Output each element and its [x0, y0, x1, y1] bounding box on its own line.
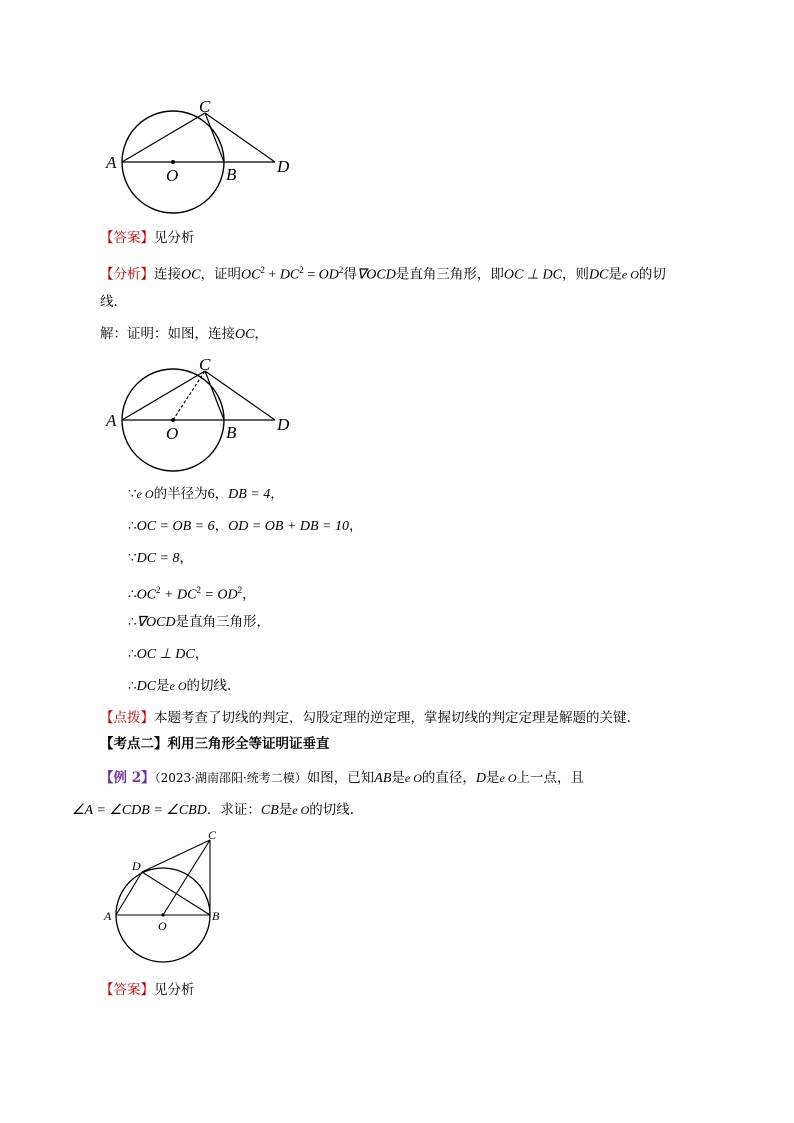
line-oc-dashed	[173, 371, 205, 420]
circle-symbol: e O	[292, 803, 310, 817]
example-text: 上一点，且	[516, 770, 584, 786]
example-tag: 【例 2】	[100, 770, 155, 786]
circle-symbol: e O	[404, 771, 422, 785]
solution-text: 解：证明：如图，连接	[100, 326, 235, 342]
line-ac	[122, 371, 205, 420]
example-2-line-1	[100, 768, 584, 789]
exponent: 2	[299, 265, 304, 275]
punct: ，	[349, 518, 363, 534]
label-o: O	[166, 166, 179, 185]
math-angle: ∠A = ∠CDB = ∠CBD	[72, 803, 207, 818]
answer-2	[100, 980, 195, 1000]
solution-step-5	[128, 612, 270, 633]
label-d: D	[277, 157, 290, 176]
analysis-text: ，证明	[200, 266, 241, 283]
solution-text: 是	[156, 678, 170, 694]
label-a: A	[104, 909, 112, 923]
math-ab: AB	[374, 771, 392, 786]
label-c: C	[208, 830, 217, 842]
analysis-text: 是	[608, 266, 622, 283]
punct: ，	[254, 326, 268, 342]
math-dc: DC	[588, 267, 609, 283]
label-b: B	[212, 909, 220, 923]
math-op: +	[264, 267, 280, 283]
example-2-line-2	[72, 800, 354, 821]
math-op: =	[303, 267, 319, 283]
label-a: A	[106, 411, 117, 430]
center-dot	[171, 160, 175, 164]
math-perp: OC ⊥ DC	[136, 647, 195, 662]
circle-symbol: e O	[136, 487, 154, 501]
solution-step-1	[128, 484, 284, 505]
math-expr: OC	[136, 587, 157, 603]
comment	[100, 708, 631, 728]
analysis-text: 是直角三角形，即	[395, 266, 504, 283]
figure-1	[100, 96, 300, 221]
math-oc: OC	[235, 327, 255, 342]
solution-text: 的半径为	[153, 486, 208, 502]
circle-symbol: e O	[169, 679, 187, 693]
example-text: 是	[486, 770, 500, 786]
math-d: D	[475, 771, 486, 786]
answer-1	[100, 228, 195, 248]
label-c: C	[199, 97, 211, 116]
example-text: 是	[278, 802, 293, 818]
section-title: 【考点二】利用三角形全等证明证垂直	[100, 736, 330, 752]
example-text: 如图，已知	[306, 770, 375, 786]
analysis-text: ，则	[561, 266, 589, 283]
therefore-symbol: ∴	[128, 646, 137, 662]
exponent: 2	[196, 585, 201, 595]
figure-3	[100, 830, 230, 970]
example-text: ．求证：	[206, 802, 261, 818]
label-c: C	[199, 355, 211, 374]
analysis-text: 的切	[638, 266, 666, 283]
because-symbol: ∵	[128, 486, 137, 502]
comment-text: 本题考查了切线的判定，勾股定理的逆定理，掌握切线的判定定理是解题的关键.	[154, 710, 631, 726]
circle-symbol: e O	[621, 267, 639, 282]
math-expr: DB = 4	[228, 487, 271, 502]
punct: ，	[179, 550, 193, 566]
solution-step-3	[128, 548, 193, 569]
math-number: 6	[207, 487, 215, 502]
exponent: 2	[237, 585, 243, 595]
analysis-line-1	[100, 260, 666, 286]
because-symbol: ∵	[128, 550, 137, 566]
example-text: 的直径，	[421, 770, 476, 786]
punct: ，	[270, 486, 284, 502]
solution-text: 的切线.	[186, 678, 232, 694]
exponent: 2	[260, 265, 265, 275]
math-expr: = OD	[200, 587, 238, 603]
math-expr: OC = OB = 6	[136, 519, 215, 534]
label-b: B	[226, 165, 237, 184]
label-o: O	[166, 424, 179, 443]
circle-symbol: e O	[499, 771, 517, 785]
comment-tag: 【点拨】	[100, 710, 154, 726]
line-cd	[205, 371, 275, 420]
analysis-tag: 【分析】	[100, 266, 154, 283]
label-d: D	[132, 859, 141, 873]
exponent: 2	[338, 265, 344, 275]
answer-1-text: 见分析	[154, 230, 195, 246]
math-oc: OC	[181, 267, 201, 283]
punct: ，	[214, 486, 229, 502]
punct: ，	[194, 646, 209, 662]
line-ad	[116, 872, 142, 915]
math-expr: OD = OB + DB = 10	[228, 519, 349, 534]
analysis-text: 得	[343, 266, 357, 283]
label-o: O	[158, 919, 167, 933]
math-dc: DC	[136, 679, 157, 694]
line-cd	[205, 113, 275, 162]
math-expr: + DC	[160, 587, 197, 603]
center-dot	[171, 418, 175, 422]
math-cb: CB	[260, 803, 279, 818]
solution-step-4	[128, 580, 256, 606]
solution-step-2	[128, 516, 363, 537]
exponent: 2	[156, 585, 161, 595]
math-od: OD	[318, 267, 339, 283]
therefore-symbol: ∴	[128, 518, 137, 534]
answer-1-tag: 【答案】	[100, 230, 154, 246]
solution-intro	[100, 324, 268, 345]
example-source: （2023·湖南邵阳·统考二模）	[154, 771, 307, 785]
analysis-line-2: 线.	[100, 294, 118, 310]
math-triangle: ∇OCD	[356, 267, 396, 283]
math-oc: OC	[240, 267, 261, 283]
math-dc: DC	[279, 267, 300, 283]
answer-2-text: 见分析	[154, 982, 195, 998]
therefore-symbol: ∴	[128, 586, 137, 603]
punct: ，	[214, 518, 229, 534]
solution-step-6	[128, 644, 208, 665]
punct: ，	[242, 586, 256, 603]
therefore-symbol: ∴	[128, 614, 137, 630]
math-triangle: ∇OCD	[136, 615, 176, 630]
line-ac	[122, 113, 205, 162]
math-expr: DC = 8	[136, 551, 180, 566]
example-text: 的切线.	[309, 802, 355, 818]
math-perp: OC ⊥ DC	[503, 267, 562, 283]
center-dot	[161, 913, 164, 916]
solution-text: 是直角三角形，	[175, 614, 271, 630]
figure-2	[100, 354, 300, 479]
label-a: A	[106, 153, 117, 172]
example-text: 是	[391, 770, 405, 786]
solution-step-7	[128, 676, 231, 697]
label-d: D	[277, 415, 290, 434]
label-b: B	[226, 423, 237, 442]
analysis-text: 连接	[154, 266, 181, 283]
therefore-symbol: ∴	[128, 678, 137, 694]
answer-2-tag: 【答案】	[100, 982, 154, 998]
